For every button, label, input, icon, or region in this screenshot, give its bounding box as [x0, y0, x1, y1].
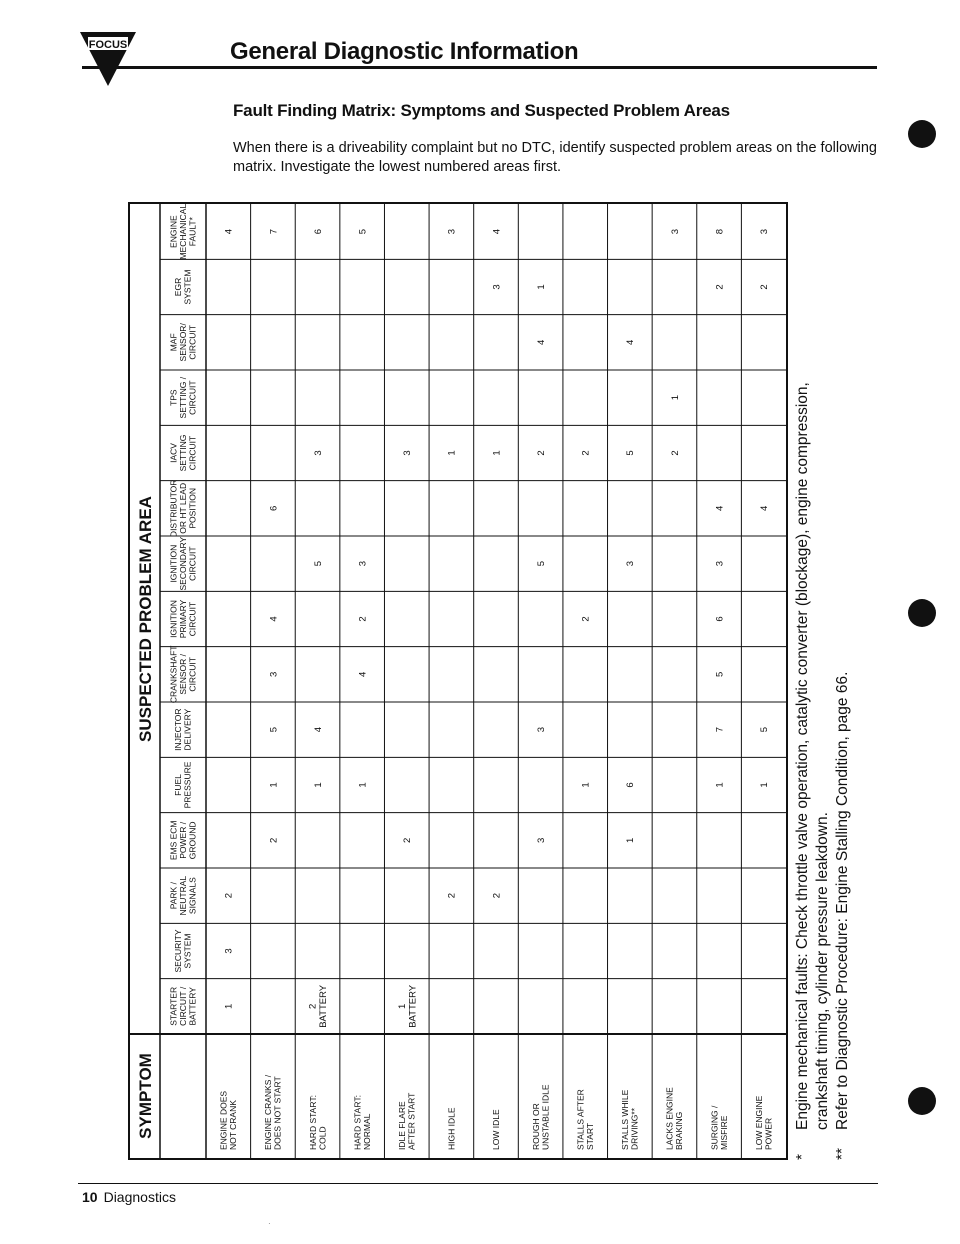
matrix-cell-value: 1	[759, 782, 771, 788]
matrix-cell-value: 2	[268, 837, 280, 843]
matrix-cell-value: 5	[535, 561, 547, 567]
binder-hole-middle	[908, 599, 936, 627]
svg-text:FOCUS: FOCUS	[88, 39, 128, 51]
matrix-cell-value: 1	[268, 782, 280, 788]
matrix-cell-value: 6	[312, 229, 324, 235]
binder-hole-top	[908, 120, 936, 148]
symptom-label-3: HARD START:COLD	[307, 1095, 328, 1150]
matrix-cell-value: 3	[223, 948, 235, 954]
footnote-engine	[793, 210, 813, 1160]
symptom-label-4: HARD START:NORMAL	[352, 1095, 372, 1150]
matrix-cell-value: 1	[625, 837, 637, 843]
matrix-cell-value: 2	[580, 616, 592, 622]
matrix-cell-value: 7	[268, 229, 280, 235]
matrix-cell-value: 5	[268, 727, 280, 733]
symptom-label-7: LOW IDLE	[491, 1109, 501, 1150]
footnote-stalling-text: Refer to Diagnostic Procedure: Engine Stalling Condition, page 66.	[834, 671, 851, 1130]
matrix-cell-value: 2	[446, 893, 458, 899]
matrix-cell-value: 5	[625, 450, 637, 456]
matrix-cell-value: 2	[535, 450, 547, 456]
page-footer	[82, 1189, 176, 1205]
matrix-cell-value: 2	[714, 284, 726, 290]
matrix-cell-value: 3	[535, 727, 547, 733]
matrix-cell-value: 4	[714, 505, 726, 511]
area-header-12: TPSSETTING /CIRCUIT	[168, 376, 198, 419]
footnote-engine-continued: crankshaft timing, cylinder pressure leakdown.	[814, 812, 831, 1130]
matrix-cell-value: 6	[268, 505, 280, 511]
matrix-cell-value: 4	[491, 229, 503, 235]
footer-rule	[78, 1183, 878, 1184]
focus-logo-graphic	[78, 30, 138, 90]
area-header-9: IGNITIONSECONDARYCIRCUIT	[168, 536, 198, 591]
matrix-cell-value: 2	[580, 450, 592, 456]
matrix-cell-value: 4	[535, 339, 547, 345]
matrix-cell-value: 4	[357, 671, 369, 677]
header-rule	[82, 66, 877, 69]
symptom-label-13: LOW ENGINEPOWER	[753, 1095, 774, 1150]
matrix-table	[130, 204, 786, 1158]
matrix-cell-value: 3	[402, 450, 414, 456]
matrix-cell-value: 6	[625, 782, 637, 788]
binder-hole-bottom	[908, 1087, 936, 1115]
matrix-cell-value: 2BATTERY	[307, 984, 330, 1028]
matrix-cell-value: 1	[714, 782, 726, 788]
matrix-cell-value: 2	[223, 893, 235, 899]
symptom-label-10: STALLS WHILEDRIVING**	[620, 1089, 640, 1150]
fault-finding-matrix	[128, 202, 788, 1160]
matrix-cell-value: 3	[714, 561, 726, 567]
page-number: 10	[82, 1189, 98, 1205]
matrix-cell-value: 7	[714, 727, 726, 733]
matrix-cell-value: 4	[223, 229, 235, 235]
matrix-cell-value: 3	[535, 837, 547, 843]
symptom-label-8: ROUGH ORUNSTABLE IDLE	[530, 1084, 551, 1150]
matrix-cell-value: 5	[312, 561, 324, 567]
matrix-cell-value: 3	[491, 284, 503, 290]
matrix-cell-value: 3	[312, 450, 324, 456]
area-header-13: MAFSENSOR/CIRCUIT	[168, 323, 198, 362]
area-header-6: INJECTORDELIVERY	[173, 708, 193, 751]
focus-logo	[78, 30, 138, 90]
footnotes	[793, 210, 853, 1160]
suspected-area-header-label: SUSPECTED PROBLEM AREA	[135, 496, 155, 742]
matrix-cell-value: 3	[625, 561, 637, 567]
symptom-label-11: LACKS ENGINEBRAKING	[664, 1087, 685, 1150]
footnote-stalling	[833, 210, 853, 1160]
matrix-cell-value: 3	[268, 671, 280, 677]
area-header-8: IGNITIONPRIMARYCIRCUIT	[168, 599, 198, 639]
matrix-cell-value: 5	[714, 671, 726, 677]
area-header-5: FUELPRESSURE	[173, 761, 193, 809]
symptom-label-1: ENGINE DOESNOT CRANK	[218, 1090, 239, 1150]
matrix-cell-value: 1	[491, 450, 503, 456]
symptom-header-label: SYMPTOM	[135, 1053, 155, 1139]
matrix-cell-value: 1	[312, 782, 324, 788]
area-header-11: IACVSETTINGCIRCUIT	[168, 434, 198, 472]
footnote-engine-text: Engine mechanical faults: Check throttle valve operation, catalytic converter (blockage), engine compression,	[794, 382, 811, 1130]
area-header-14: EGRSYSTEM	[173, 269, 193, 305]
area-header-1: STARTERCIRCUIT /BATTERY	[168, 986, 198, 1026]
matrix-cell-value: 4	[625, 339, 637, 345]
matrix-cell-value: 2	[669, 450, 681, 456]
symptom-label-6: HIGH IDLE	[446, 1107, 457, 1150]
area-header-10: DISTRIBUTOROR HT LEADPOSITION	[168, 479, 198, 538]
footer-section: Diagnostics	[103, 1189, 176, 1205]
matrix-cell-value: 3	[669, 229, 681, 235]
matrix-cell-value: 1	[580, 782, 592, 788]
matrix-cell-value: 2	[759, 284, 771, 290]
matrix-cell-value: 1	[669, 395, 681, 401]
footnote-stalling-mark: **	[834, 1147, 851, 1160]
matrix-cell-value: 5	[357, 229, 369, 235]
matrix-cell-value: 5	[759, 727, 771, 733]
matrix-cell-value: 2	[357, 616, 369, 622]
area-header-3: PARK /NEUTRALSIGNALS	[168, 875, 198, 916]
symptom-label-2: ENGINE CRANKS /DOES NOT START	[263, 1074, 283, 1150]
intro-paragraph: When there is a driveability complaint but no DTC, identify suspected problem areas on the following matrix. Investigate the lowest numbered areas first.	[233, 140, 877, 175]
area-header-7: CRANKSHAFTSENSOR /CIRCUIT	[168, 645, 198, 704]
matrix-cell-value: 2	[491, 893, 503, 899]
matrix-cell-value: 1	[223, 1003, 235, 1009]
matrix-cell-value: 3	[357, 561, 369, 567]
matrix-cell-value: 1BATTERY	[396, 984, 419, 1028]
matrix-cell-value: 3	[759, 229, 771, 235]
area-header-4: EMS ECMPOWER /GROUND	[168, 820, 198, 861]
matrix-cell-value: 4	[312, 727, 324, 733]
matrix-cell-value: 8	[714, 229, 726, 235]
footnote-engine-mark: *	[794, 1153, 811, 1160]
scan-speck: ·	[268, 1219, 271, 1228]
page-title: General Diagnostic Information	[230, 38, 579, 65]
area-header-2: SECURITYSYSTEM	[173, 929, 193, 973]
symptom-label-12: SURGING /MISFIRE	[709, 1105, 729, 1150]
area-header-15: ENGINEMECHANICALFAULT*	[168, 204, 198, 260]
section-title: Fault Finding Matrix: Symptoms and Suspected Problem Areas	[233, 101, 730, 120]
matrix-cell-value: 1	[535, 284, 547, 290]
matrix-cell-value: 1	[446, 450, 458, 456]
matrix-cell-value: 2	[402, 837, 414, 843]
matrix-cell-value: 1	[357, 782, 369, 788]
symptom-label-5: IDLE FLAREAFTER START	[397, 1092, 417, 1150]
matrix-cell-value: 3	[446, 229, 458, 235]
symptom-label-9: STALLS AFTERSTART	[575, 1089, 595, 1150]
matrix-cell-value: 4	[268, 616, 280, 622]
matrix-cell-value: 6	[714, 616, 726, 622]
matrix-cell-value: 4	[759, 505, 771, 511]
